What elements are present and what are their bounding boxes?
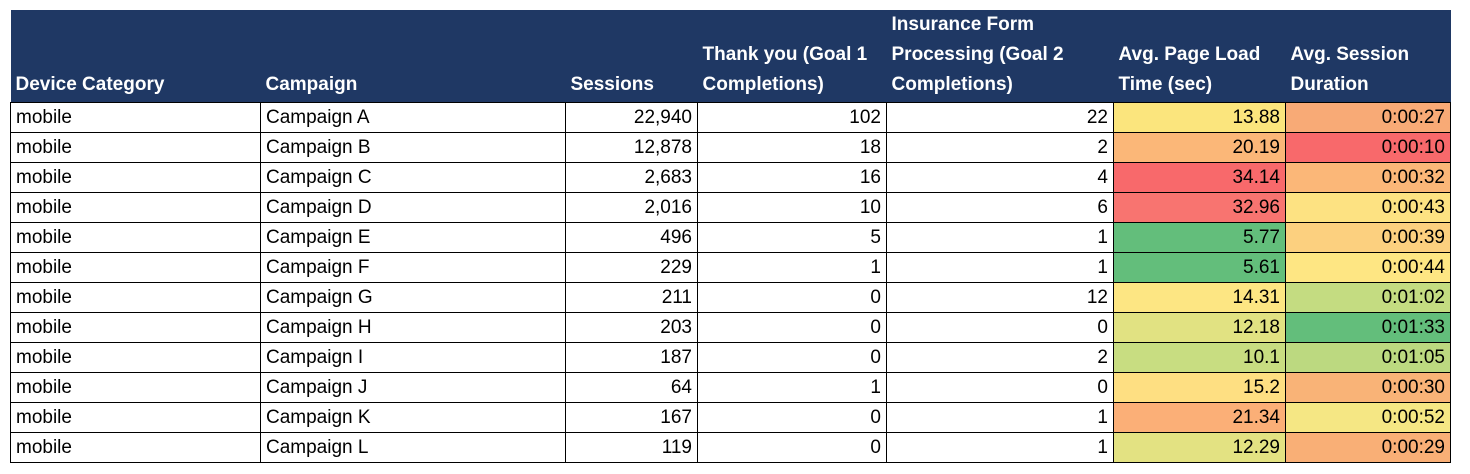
campaign-cell[interactable]: Campaign C <box>261 163 566 193</box>
campaign-cell[interactable]: Campaign B <box>261 133 566 163</box>
avg-page-load-time-cell[interactable]: 14.31 <box>1114 283 1286 313</box>
device-category-cell[interactable]: mobile <box>11 373 261 403</box>
avg-page-load-time-cell[interactable]: 13.88 <box>1114 103 1286 133</box>
campaign-cell[interactable]: Campaign H <box>261 313 566 343</box>
sessions-cell[interactable]: 167 <box>566 403 698 433</box>
goal2-completions-cell[interactable]: 6 <box>887 193 1114 223</box>
goal2-completions-cell[interactable]: 0 <box>887 373 1114 403</box>
campaign-cell[interactable]: Campaign D <box>261 193 566 223</box>
header-avg-session-duration[interactable]: Avg. Session Duration <box>1286 10 1451 103</box>
device-category-cell[interactable]: mobile <box>11 343 261 373</box>
avg-page-load-time-cell[interactable]: 5.77 <box>1114 223 1286 253</box>
goal1-completions-cell[interactable]: 102 <box>698 103 887 133</box>
device-category-cell[interactable]: mobile <box>11 433 261 463</box>
device-category-cell[interactable]: mobile <box>11 133 261 163</box>
sessions-cell[interactable]: 22,940 <box>566 103 698 133</box>
avg-page-load-time-cell[interactable]: 10.1 <box>1114 343 1286 373</box>
header-sessions[interactable]: Sessions <box>566 10 698 103</box>
goal1-completions-cell[interactable]: 18 <box>698 133 887 163</box>
campaign-cell[interactable]: Campaign F <box>261 253 566 283</box>
header-avg-page-load-time[interactable]: Avg. Page Load Time (sec) <box>1114 10 1286 103</box>
goal1-completions-cell[interactable]: 10 <box>698 193 887 223</box>
campaign-cell[interactable]: Campaign L <box>261 433 566 463</box>
table-row <box>11 313 1451 343</box>
avg-session-duration-cell[interactable]: 0:01:33 <box>1286 313 1451 343</box>
goal1-completions-cell[interactable]: 16 <box>698 163 887 193</box>
avg-session-duration-cell[interactable]: 0:00:52 <box>1286 403 1451 433</box>
avg-page-load-time-cell[interactable]: 20.19 <box>1114 133 1286 163</box>
header-goal1-completions[interactable]: Thank you (Goal 1 Completions) <box>698 10 887 103</box>
goal2-completions-cell[interactable]: 2 <box>887 133 1114 163</box>
campaign-cell[interactable]: Campaign J <box>261 373 566 403</box>
sessions-cell[interactable]: 64 <box>566 373 698 403</box>
header-row <box>11 10 1451 103</box>
avg-session-duration-cell[interactable]: 0:00:30 <box>1286 373 1451 403</box>
table-row <box>11 103 1451 133</box>
device-category-cell[interactable]: mobile <box>11 223 261 253</box>
campaign-cell[interactable]: Campaign E <box>261 223 566 253</box>
table-row <box>11 163 1451 193</box>
goal2-completions-cell[interactable]: 1 <box>887 253 1114 283</box>
header-campaign[interactable]: Campaign <box>261 10 566 103</box>
goal2-completions-cell[interactable]: 22 <box>887 103 1114 133</box>
goal1-completions-cell[interactable]: 0 <box>698 403 887 433</box>
avg-page-load-time-cell[interactable]: 12.18 <box>1114 313 1286 343</box>
sessions-cell[interactable]: 12,878 <box>566 133 698 163</box>
table-row <box>11 403 1451 433</box>
goal1-completions-cell[interactable]: 1 <box>698 253 887 283</box>
avg-page-load-time-cell[interactable]: 15.2 <box>1114 373 1286 403</box>
table-row <box>11 283 1451 313</box>
avg-page-load-time-cell[interactable]: 21.34 <box>1114 403 1286 433</box>
sessions-cell[interactable]: 496 <box>566 223 698 253</box>
device-category-cell[interactable]: mobile <box>11 163 261 193</box>
device-category-cell[interactable]: mobile <box>11 283 261 313</box>
table-row <box>11 193 1451 223</box>
table-row <box>11 133 1451 163</box>
device-category-cell[interactable]: mobile <box>11 313 261 343</box>
goal1-completions-cell[interactable]: 1 <box>698 373 887 403</box>
avg-page-load-time-cell[interactable]: 5.61 <box>1114 253 1286 283</box>
table-row <box>11 373 1451 403</box>
avg-session-duration-cell[interactable]: 0:00:44 <box>1286 253 1451 283</box>
table-row <box>11 343 1451 373</box>
goal2-completions-cell[interactable]: 1 <box>887 403 1114 433</box>
avg-session-duration-cell[interactable]: 0:00:27 <box>1286 103 1451 133</box>
avg-session-duration-cell[interactable]: 0:00:39 <box>1286 223 1451 253</box>
goal2-completions-cell[interactable]: 0 <box>887 313 1114 343</box>
device-category-cell[interactable]: mobile <box>11 103 261 133</box>
campaign-cell[interactable]: Campaign K <box>261 403 566 433</box>
header-device-category[interactable]: Device Category <box>11 10 261 103</box>
sessions-cell[interactable]: 119 <box>566 433 698 463</box>
avg-session-duration-cell[interactable]: 0:00:10 <box>1286 133 1451 163</box>
table-row <box>11 223 1451 253</box>
goal1-completions-cell[interactable]: 0 <box>698 433 887 463</box>
avg-session-duration-cell[interactable]: 0:00:32 <box>1286 163 1451 193</box>
avg-page-load-time-cell[interactable]: 32.96 <box>1114 193 1286 223</box>
header-goal2-completions[interactable]: Insurance Form Processing (Goal 2 Completions) <box>887 10 1114 103</box>
campaign-cell[interactable]: Campaign A <box>261 103 566 133</box>
goal1-completions-cell[interactable]: 0 <box>698 313 887 343</box>
avg-session-duration-cell[interactable]: 0:00:43 <box>1286 193 1451 223</box>
sessions-cell[interactable]: 2,016 <box>566 193 698 223</box>
sessions-cell[interactable]: 229 <box>566 253 698 283</box>
avg-session-duration-cell[interactable]: 0:01:02 <box>1286 283 1451 313</box>
sessions-cell[interactable]: 203 <box>566 313 698 343</box>
device-category-cell[interactable]: mobile <box>11 253 261 283</box>
table-row <box>11 253 1451 283</box>
avg-page-load-time-cell[interactable]: 12.29 <box>1114 433 1286 463</box>
goal2-completions-cell[interactable]: 2 <box>887 343 1114 373</box>
goal2-completions-cell[interactable]: 1 <box>887 433 1114 463</box>
table-body <box>11 103 1451 463</box>
campaign-cell[interactable]: Campaign I <box>261 343 566 373</box>
device-category-cell[interactable]: mobile <box>11 193 261 223</box>
goal2-completions-cell[interactable]: 1 <box>887 223 1114 253</box>
avg-page-load-time-cell[interactable]: 34.14 <box>1114 163 1286 193</box>
campaign-cell[interactable]: Campaign G <box>261 283 566 313</box>
sessions-cell[interactable]: 211 <box>566 283 698 313</box>
goal1-completions-cell[interactable]: 5 <box>698 223 887 253</box>
avg-session-duration-cell[interactable]: 0:01:05 <box>1286 343 1451 373</box>
goal2-completions-cell[interactable]: 4 <box>887 163 1114 193</box>
avg-session-duration-cell[interactable]: 0:00:29 <box>1286 433 1451 463</box>
data-table <box>10 10 1451 463</box>
table-row <box>11 433 1451 463</box>
sessions-cell[interactable]: 2,683 <box>566 163 698 193</box>
goal1-completions-cell[interactable]: 0 <box>698 283 887 313</box>
goal2-completions-cell[interactable]: 12 <box>887 283 1114 313</box>
sessions-cell[interactable]: 187 <box>566 343 698 373</box>
goal1-completions-cell[interactable]: 0 <box>698 343 887 373</box>
device-category-cell[interactable]: mobile <box>11 403 261 433</box>
